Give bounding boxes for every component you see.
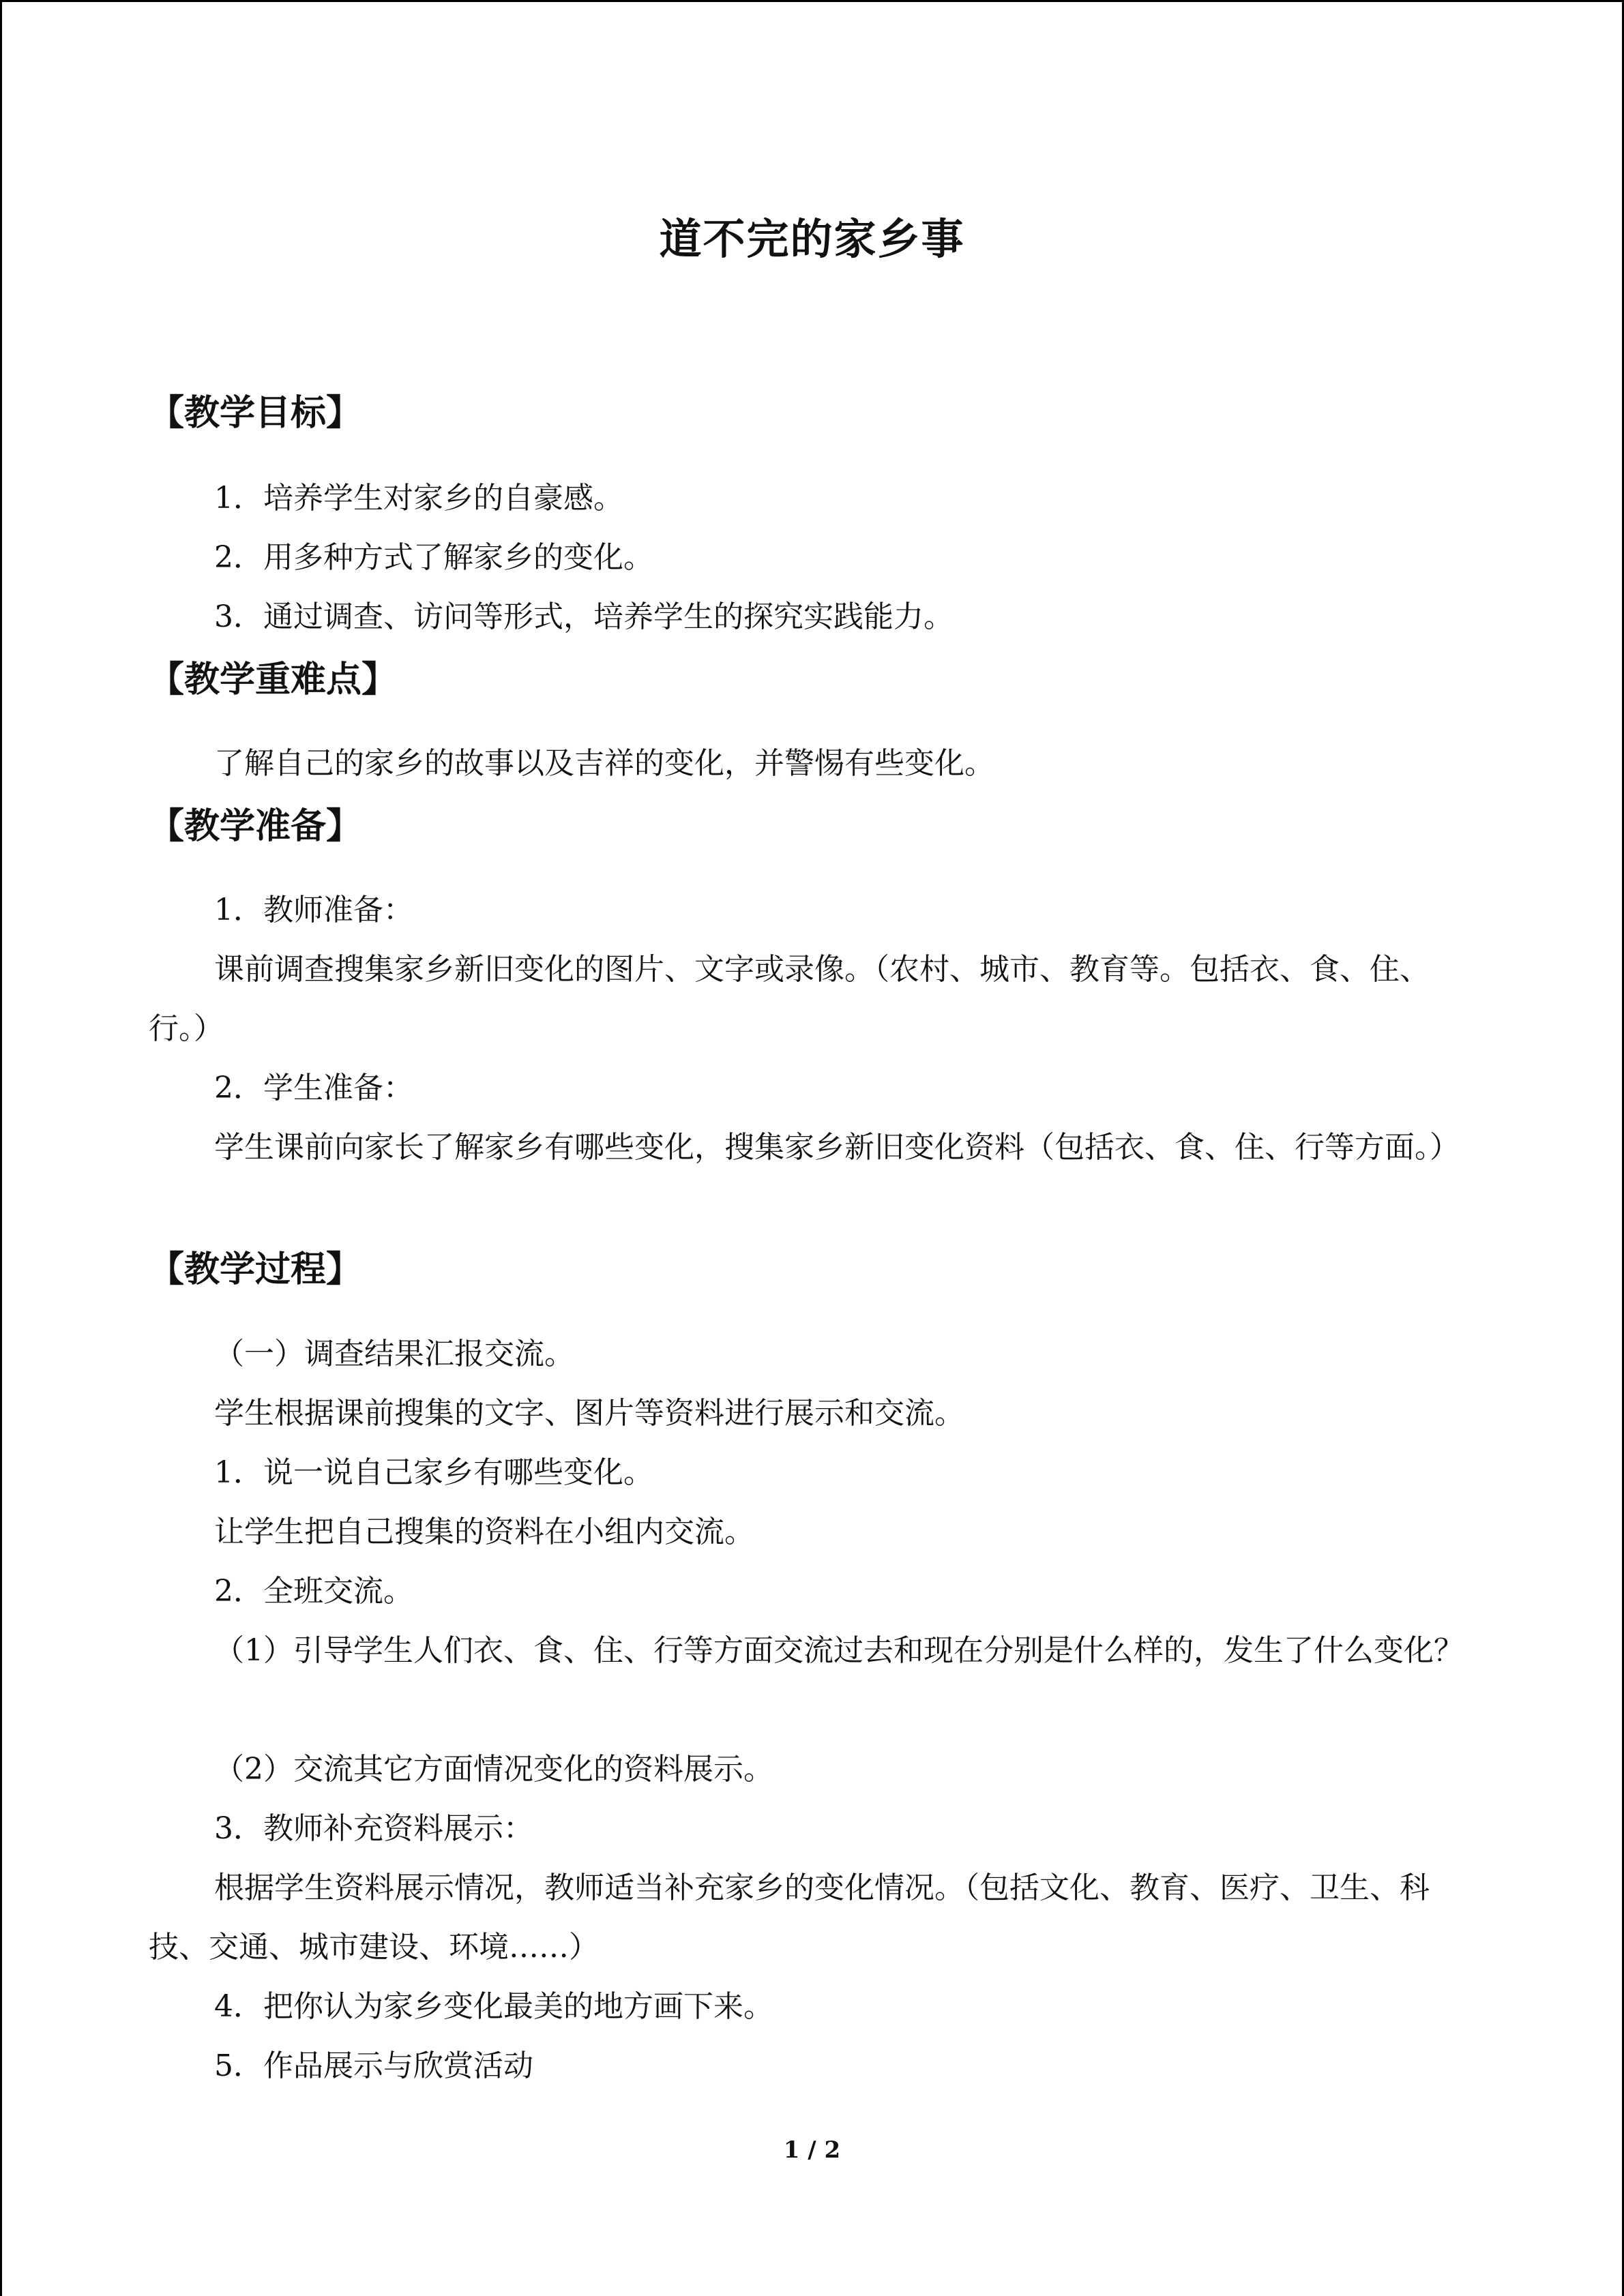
section-heading-preparation: 【教学准备】 — [149, 805, 362, 847]
process-step-title: （一）调查结果汇报交流。 — [214, 1337, 574, 1371]
key-points-text: 了解自己的家乡的故事以及吉祥的变化，并警惕有些变化。 — [214, 746, 994, 781]
process-item-2: 2．全班交流。 — [214, 1574, 413, 1609]
process-intro: 学生根据课前搜集的文字、图片等资料进行展示和交流。 — [214, 1396, 964, 1431]
process-item-4: 4．把你认为家乡变化最美的地方画下来。 — [214, 1989, 773, 2024]
teacher-prep-text: 课前调查搜集家乡新旧变化的图片、文字或录像。（农村、城市、教育等。包括衣、食、住、行。） — [149, 952, 1430, 1046]
page-number: 1 / 2 — [783, 2136, 841, 2164]
student-prep-text: 学生课前向家长了解家乡有哪些变化，搜集家乡新旧变化资料（包括衣、食、住、行等方面。） — [214, 1130, 1460, 1165]
student-prep-label: 2．学生准备： — [214, 1071, 413, 1105]
process-item-5: 5．作品展示与欣赏活动 — [214, 2048, 533, 2083]
teacher-prep-label: 1．教师准备： — [214, 893, 413, 927]
process-item-1-text: 让学生把自己搜集的资料在小组内交流。 — [214, 1515, 754, 1549]
process-item-3: 3．教师补充资料展示： — [214, 1811, 533, 1846]
process-item-2-sub-2: （2）交流其它方面情况变化的资料展示。 — [214, 1752, 773, 1787]
goal-item-2: 2．用多种方式了解家乡的变化。 — [214, 540, 653, 575]
section-heading-key-points: 【教学重难点】 — [149, 659, 398, 700]
section-heading-goals: 【教学目标】 — [149, 392, 362, 434]
goal-item-3: 3．通过调查、访问等形式，培养学生的探究实践能力。 — [214, 599, 954, 634]
process-item-2-sub-1: （1）引导学生人们衣、食、住、行等方面交流过去和现在分别是什么样的，发生了什么变化？ — [214, 1633, 1464, 1668]
section-heading-process: 【教学过程】 — [149, 1249, 362, 1290]
process-item-3-text: 根据学生资料展示情况，教师适当补充家乡的变化情况。（包括文化、教育、医疗、卫生、科技、交通、城市建设、环境……） — [149, 1870, 1430, 1965]
document-title: 道不完的家乡事 — [659, 214, 965, 264]
process-item-1: 1．说一说自己家乡有哪些变化。 — [214, 1455, 653, 1490]
goal-item-1: 1．培养学生对家乡的自豪感。 — [214, 481, 623, 516]
